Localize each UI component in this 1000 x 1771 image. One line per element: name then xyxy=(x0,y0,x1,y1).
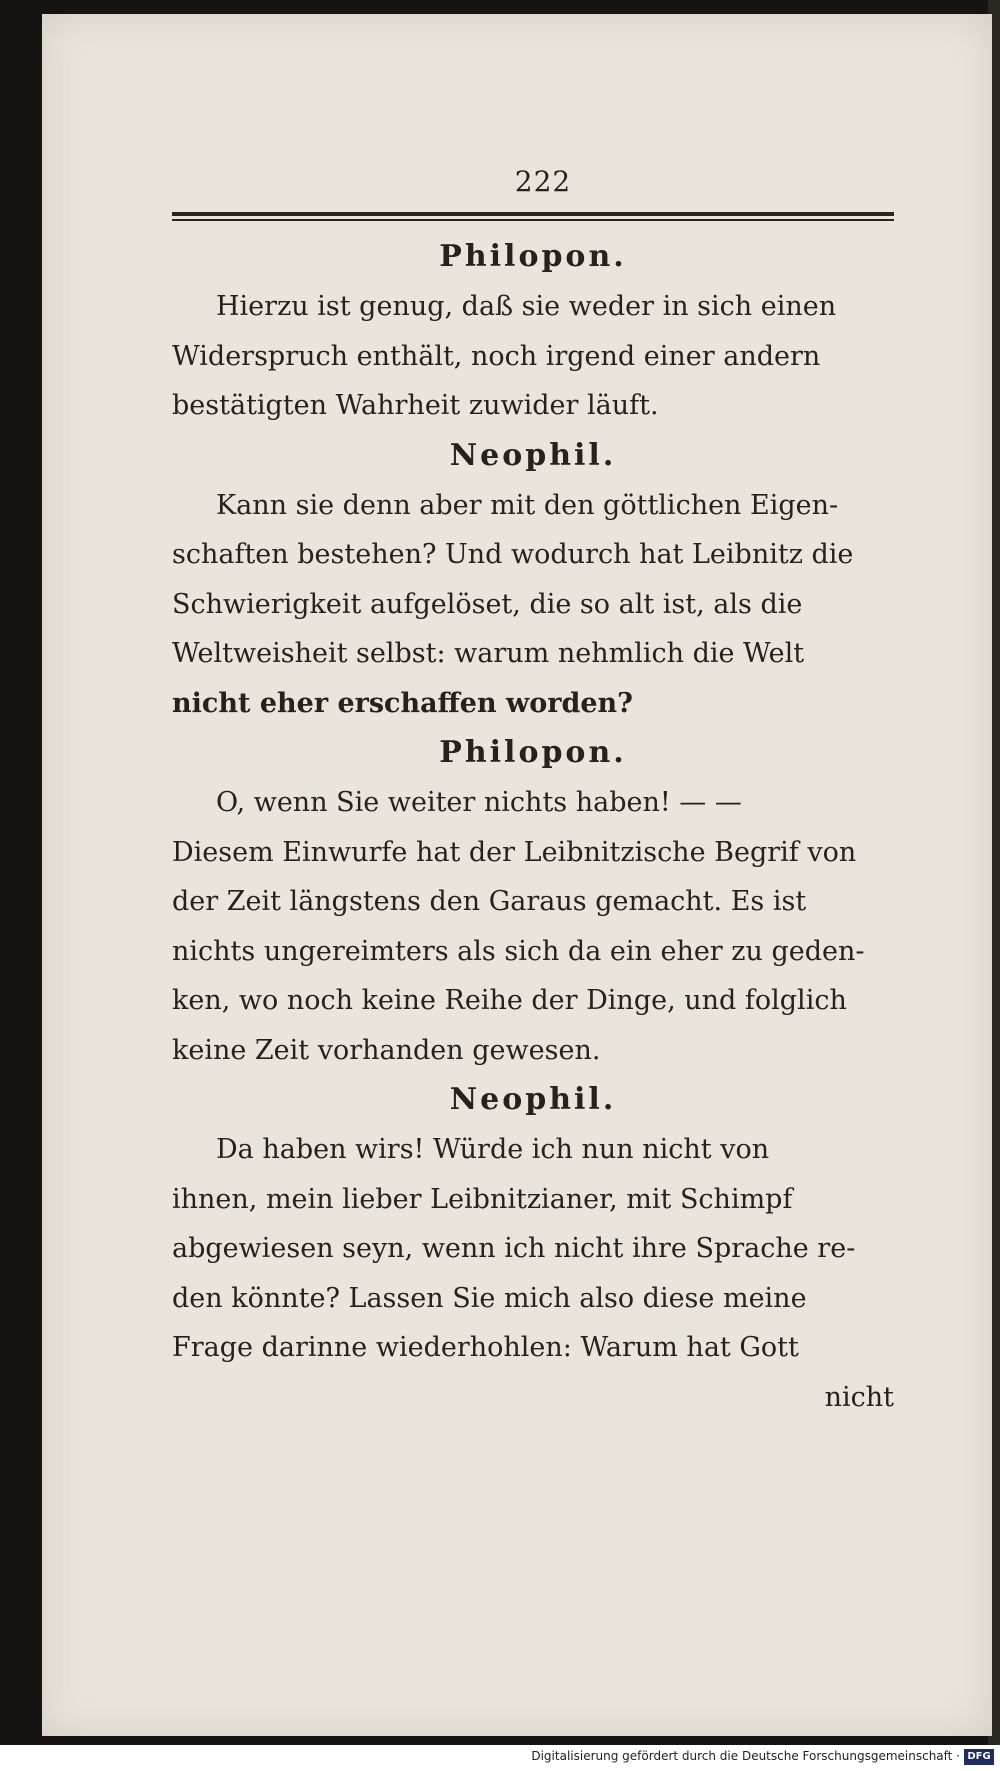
text-line: Da haben wirs! Würde ich nun nicht von xyxy=(216,1134,770,1165)
header-rule xyxy=(172,210,894,224)
speaker-heading: Neophil. xyxy=(449,1082,617,1117)
dialogue-paragraph xyxy=(172,282,894,431)
speaker-heading: Neophil. xyxy=(449,437,617,473)
text-line: keine Zeit vorhanden gewesen. xyxy=(172,1034,601,1066)
text-line: ihnen, mein lieber Leibnitzianer, mit Schimpf xyxy=(172,1183,793,1215)
text-line: ken, wo noch keine Reihe der Dinge, und folglich xyxy=(172,985,847,1016)
text-line: Frage darinne wiederhohlen: Warum hat Gott xyxy=(172,1332,799,1363)
text-line: Hierzu ist genug, daß sie weder in sich einen xyxy=(216,291,837,322)
text-line: Weltweisheit selbst: warum nehmlich die Welt xyxy=(172,638,805,669)
text-line: abgewiesen seyn, wenn ich nicht ihre Sprache re- xyxy=(172,1233,856,1264)
funding-notice: Digitalisierung gefördert durch die Deutsche Forschungsgemeinschaft · xyxy=(531,1749,960,1763)
text-line: Diesem Einwurfe hat der Leibnitzische Begrif von xyxy=(172,836,857,868)
text-line: der Zeit längstens den Garaus gemacht. Es ist xyxy=(172,886,807,917)
text-line: schaften bestehen? Und wodurch hat Leibnitz die xyxy=(172,539,854,570)
text-line: O, wenn Sie weiter nichts haben! — — xyxy=(216,787,742,818)
dfg-logo[interactable]: DFG xyxy=(964,1749,994,1765)
dialogue-paragraph xyxy=(172,778,894,1075)
text-block xyxy=(172,160,894,1422)
text-line: bestätigten Wahrheit zuwider läuft. xyxy=(172,390,659,421)
digitization-footer xyxy=(0,1745,1000,1771)
text-line: den könnte? Lassen Sie mich also diese meine xyxy=(172,1282,807,1314)
dialogue-paragraph xyxy=(172,1125,894,1422)
text-line: Kann sie denn aber mit den göttlichen Eigen- xyxy=(216,489,839,521)
page-number: 222 xyxy=(514,165,572,198)
dialogue-paragraph xyxy=(172,481,894,729)
speaker-heading: Philopon. xyxy=(439,735,627,770)
catchword: nicht xyxy=(824,1381,894,1413)
header-rule-thin xyxy=(172,219,894,221)
text-line: Widerspruch enthält, noch irgend einer andern xyxy=(172,340,821,372)
text-line: Schwierigkeit aufgelöset, die so alt ist, als die xyxy=(172,588,803,620)
speaker-heading: Philopon. xyxy=(439,239,627,274)
text-line: nicht eher erschaffen worden? xyxy=(172,687,633,719)
header-rule-thick xyxy=(172,212,894,216)
text-line: nichts ungereimters als sich da ein eher zu geden- xyxy=(172,935,865,967)
